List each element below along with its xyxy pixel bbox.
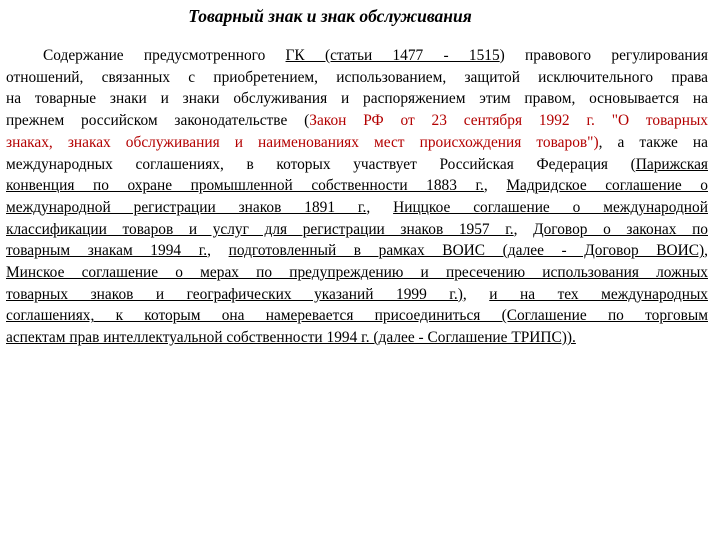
text-segment: международных соглашениях, в которых участвует Российская Федерация ( (6, 155, 636, 173)
paragraph-line (6, 262, 708, 284)
law-citation: Закон РФ от 23 сентября 1992 г. "О товарных (309, 112, 708, 130)
text-segment: , (483, 177, 507, 195)
text-segment: , (513, 220, 534, 238)
reference-link[interactable]: соглашениях, к которым она намеревается присоединиться (Соглашение по торговым (6, 307, 708, 325)
text-segment: отношений, связанных с приобретением, использованием, защитой исключительного права (6, 68, 708, 86)
reference-link[interactable]: товарных знаков и географических указаний 1999 г.) (6, 285, 463, 303)
paragraph-line (6, 154, 708, 176)
reference-link[interactable]: Мадридское соглашение о (506, 177, 709, 195)
text-segment: , (704, 242, 708, 260)
reference-link[interactable]: подготовленный в рамках ВОИС (далее - Договор ВОИС) (228, 242, 705, 260)
text-segment: прежнем российском законодательстве ( (6, 112, 310, 130)
reference-link[interactable]: аспектам прав интеллектуальной собственности 1994 г. (далее - Соглашение ТРИПС)). (6, 329, 576, 347)
paragraph-line (6, 67, 708, 89)
paragraph-line (6, 240, 708, 262)
paragraph-line (6, 45, 708, 67)
reference-link[interactable]: Минское соглашение о мерах по предупреждению и пресечению использования ложных (6, 264, 708, 282)
paragraph-line (6, 219, 708, 241)
text-segment: , (462, 285, 490, 303)
paragraph-line (6, 132, 708, 154)
paragraph-line (6, 197, 708, 219)
text-segment: на товарные знаки и знаки обслуживания и распоряжением этим правом, основывается на (6, 90, 708, 108)
reference-link[interactable]: ГК (статьи 1477 - 1515 (285, 47, 500, 64)
reference-link[interactable]: классификации товаров и услуг для регистрации знаков 1957 г. (6, 220, 514, 238)
paragraph-line (6, 110, 708, 132)
paragraph-line (6, 284, 708, 306)
reference-link[interactable]: товарным знакам 1994 г. (6, 242, 208, 260)
paragraph-line (6, 175, 708, 197)
text-segment: , а также на (598, 133, 708, 151)
reference-link[interactable]: международной регистрации знаков 1891 г. (6, 198, 367, 216)
text-segment: , (207, 242, 229, 260)
text-segment: , (366, 198, 394, 216)
body-paragraph (6, 45, 708, 349)
reference-link[interactable]: конвенция по охране промышленной собственности 1883 г. (6, 177, 484, 195)
slide-title: Товарный знак и знак обслуживания (188, 6, 472, 26)
paragraph-line (6, 305, 708, 327)
text-segment: ) правового регулирования (499, 47, 708, 64)
paragraph-line (6, 327, 708, 349)
reference-link[interactable]: Договор о законах по (533, 220, 708, 238)
reference-link[interactable]: Ниццкое соглашение о международной (393, 198, 708, 216)
paragraph-line (6, 88, 708, 110)
reference-link[interactable]: Парижская (635, 155, 708, 173)
text-segment: Содержание предусмотренного (43, 47, 286, 64)
reference-link[interactable]: и на тех международных (489, 285, 708, 303)
law-citation: знаках, знаках обслуживания и наименованиях мест происхождения товаров") (6, 133, 599, 151)
